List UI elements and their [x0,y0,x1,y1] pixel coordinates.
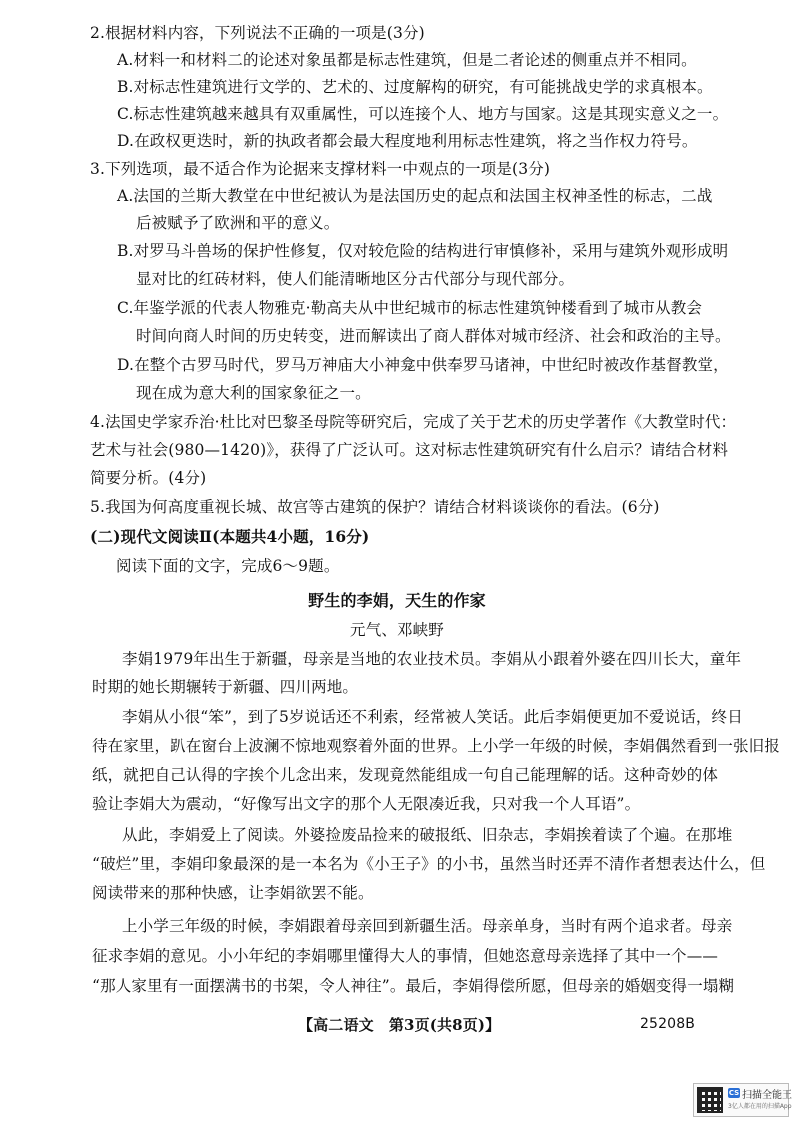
q4-line2: 艺术与社会(980—1420)》，获得了广泛认可。这对标志性建筑研究有什么启示？请结合材料 [90,441,729,459]
article-paragraph-4-line: “那人家里有一面摆满书的书架，令人神往”。最后，李娟得偿所愿，但母亲的婚姻变得一塌糊 [92,977,735,995]
scanner-logo-icon: CS [728,1089,740,1097]
q2-option-b: B.对标志性建筑进行文学的、艺术的、过度解构的研究，有可能挑战史学的求真根本。 [117,78,713,96]
article-paragraph-3-line: 阅读带来的那种快感，让李娟欲罢不能。 [92,884,374,902]
q2-stem: 2.根据材料内容，下列说法不正确的一项是(3分) [90,24,425,42]
q4-line1: 4.法国史学家乔治·杜比对巴黎圣母院等研究后，完成了关于艺术的历史学著作《大教堂时代： [90,413,737,431]
article-paragraph-2-line: 待在家里，趴在窗台上波澜不惊地观察着外面的世界。上小学一年级的时候，李娟偶然看到一张旧报 [92,737,780,755]
scanner-watermark [693,1083,792,1117]
article-paragraph-2-line: 验让李娟大为震动，“好像写出文字的那个人无限凑近我，只对我一个人耳语”。 [92,795,641,813]
article-paragraph-4-line: 上小学三年级的时候，李娟跟着母亲回到新疆生活。母亲单身，当时有两个追求者。母亲 [122,917,733,935]
q2-option-d: D.在政权更迭时，新的执政者都会最大程度地利用标志性建筑，将之当作权力符号。 [117,132,698,150]
q3-option-c-line2: 时间向商人时间的历史转变，进而解读出了商人群体对城市经济、社会和政治的主导。 [136,327,731,345]
q3-option-c-line1: C.年鉴学派的代表人物雅克·勒高夫从中世纪城市的标志性建筑钟楼看到了城市从教会 [117,299,703,317]
q3-stem: 3.下列选项，最不适合作为论据来支撑材料一中观点的一项是(3分) [90,160,551,178]
article-paragraph-2-line: 李娟从小很“笨”，到了5岁说话还不利索，经常被人笑话。此后李娟便更加不爱说话，终日 [122,708,743,726]
article-paragraph-1-line: 李娟1979年出生于新疆，母亲是当地的农业技术员。李娟从小跟着外婆在四川长大，童年 [122,650,742,668]
article-author: 元气、邓峡野 [350,621,444,639]
q4-line3: 简要分析。(4分) [90,469,207,487]
scanner-tagline: 3亿人都在用的扫描App [728,1103,792,1110]
q3-option-d-line2: 现在成为意大利的国家象征之一。 [136,384,371,402]
article-title: 野生的李娟，天生的作家 [308,591,486,610]
qr-code-icon [697,1087,723,1113]
q2-option-c: C.标志性建筑越来越具有双重属性，可以连接个人、地方与国家。这是其现实意义之一。 [117,105,729,123]
section-instruction: 阅读下面的文字，完成6～9题。 [116,557,340,575]
q3-option-a-line2: 后被赋予了欧洲和平的意义。 [136,214,340,232]
q5-line1: 5.我国为何高度重视长城、故宫等古建筑的保护？请结合材料谈谈你的看法。(6分) [90,498,660,516]
section-heading: (二)现代文阅读Ⅱ(本题共4小题，16分) [90,527,370,546]
q3-option-a-line1: A.法国的兰斯大教堂在中世纪被认为是法国历史的起点和法国主权神圣性的标志，二战 [117,187,713,205]
paper-code: 25208B [640,1016,696,1032]
article-paragraph-4-line: 征求李娟的意见。小小年纪的李娟哪里懂得大人的事情，但她恣意母亲选择了其中一个—— [92,947,719,965]
article-paragraph-3-line: “破烂”里，李娟印象最深的是一本名为《小王子》的小书，虽然当时还弄不清作者想表达什么，但 [92,855,766,873]
q2-option-a: A.材料一和材料二的论述对象虽都是标志性建筑，但是二者论述的侧重点并不相同。 [117,51,697,69]
article-paragraph-3-line: 从此，李娟爱上了阅读。外婆捡废品捡来的破报纸、旧杂志，李娟挨着读了个遍。在那堆 [122,826,733,844]
page-footer-label: 【高二语文 第3页(共8页)】 [298,1016,501,1034]
q3-option-d-line1: D.在整个古罗马时代，罗马万神庙大小神龛中供奉罗马诸神，中世纪时被改作基督教堂， [117,356,729,374]
q3-option-b-line2: 显对比的红砖材料，使人们能清晰地区分古代部分与现代部分。 [136,270,575,288]
article-paragraph-2-line: 纸，就把自己认得的字挨个儿念出来，发现竟然能组成一句自己能理解的话。这种奇妙的体 [92,766,719,784]
article-paragraph-1-line: 时期的她长期辗转于新疆、四川两地。 [92,678,359,696]
scanner-name: 扫描全能王 [742,1090,792,1101]
q3-option-b-line1: B.对罗马斗兽场的保护性修复，仅对较危险的结构进行审慎修补，采用与建筑外观形成明 [117,242,729,260]
